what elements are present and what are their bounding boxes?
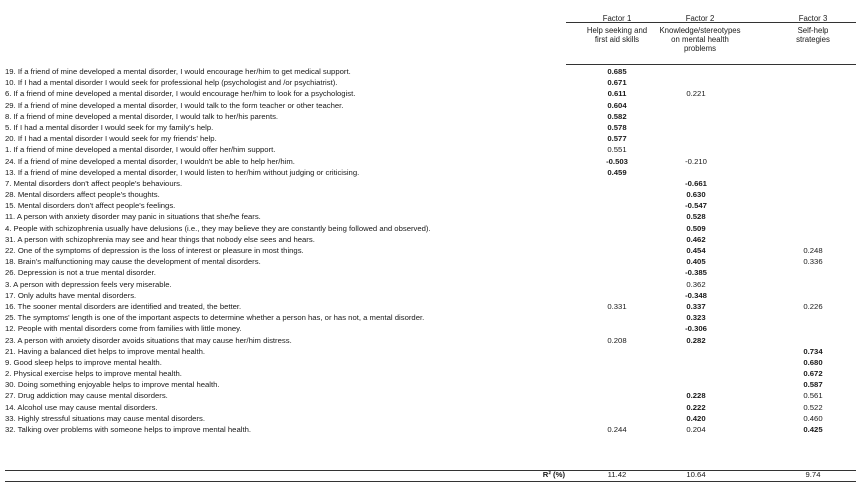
loading-factor-2: 0.204 [686, 425, 706, 434]
loading-factor-2: 0.454 [686, 246, 706, 255]
table-row [5, 234, 856, 245]
item-text: 1. If a friend of mine developed a mental disorder, I would offer her/him support. [5, 145, 276, 155]
item-text: 25. The symptoms' length is one of the important aspects to determine whether a person has, or has not, a mental disorder. [5, 313, 425, 323]
table-row [5, 100, 856, 111]
table-row [5, 256, 856, 267]
item-text: 13. If a friend of mine developed a mental disorder, I would listen to her/him without judging or criticising. [5, 167, 360, 177]
item-text: 20. If I had a mental disorder I would seek for my friends' help. [5, 134, 217, 144]
loading-factor-2: -0.547 [685, 201, 707, 211]
table-row [5, 279, 856, 290]
r2-row [5, 469, 856, 481]
loading-factor-1: 0.577 [607, 134, 627, 144]
table-row [5, 301, 856, 312]
factor-1-title: Factor 1 [602, 14, 632, 23]
header-bottom-rule [566, 64, 856, 65]
loading-factor-3: 0.672 [803, 369, 823, 379]
loading-factor-1: 0.244 [607, 425, 627, 434]
table-row [5, 424, 856, 435]
loading-factor-2: 0.509 [686, 223, 706, 233]
loading-factor-2: 0.528 [686, 212, 706, 222]
factor-2-desc-line-3: problems [683, 44, 717, 53]
table-row [5, 88, 856, 99]
table-row [5, 267, 856, 278]
loading-factor-2: -0.210 [685, 156, 707, 166]
loading-factor-3: 0.460 [803, 413, 823, 423]
loading-factor-2: 0.420 [686, 413, 706, 423]
loading-factor-1: 0.611 [607, 89, 627, 99]
item-text: 15. Mental disorders don't affect people's feelings. [5, 201, 176, 211]
table-row [5, 379, 856, 390]
item-text: 29. If a friend of mine developed a mental disorder, I would talk to the form teacher or other teacher. [5, 100, 344, 110]
table-row [5, 290, 856, 301]
table-row [5, 189, 856, 200]
loading-factor-3: 0.734 [803, 346, 823, 356]
item-text: 11. A person with anxiety disorder may panic in situations that she/he fears. [5, 212, 261, 222]
loading-factor-2: 0.222 [686, 402, 706, 412]
table-row [5, 122, 856, 133]
table-row [5, 223, 856, 234]
table-row [5, 346, 856, 357]
factor-2-desc-line-2: on mental health [671, 35, 729, 44]
loading-factor-2: 0.282 [686, 335, 706, 345]
item-text: 17. Only adults have mental disorders. [5, 290, 137, 300]
loading-factor-1: 0.671 [607, 78, 627, 88]
r2-factor-2: 10.64 [686, 470, 706, 479]
item-text: 4. People with schizophrenia usually have delusions (i.e., they may believe they are constantly being followed and observed). [5, 223, 431, 233]
factor-2-desc-line-1: Knowledge/stereotypes [659, 26, 741, 35]
table-row [5, 144, 856, 155]
item-text: 18. Brain's malfunctioning may cause the development of mental disorders. [5, 257, 261, 267]
table-row [5, 357, 856, 368]
loading-factor-2: 0.221 [686, 89, 706, 99]
loading-factor-3: 0.226 [803, 301, 823, 311]
item-text: 3. A person with depression feels very miserable. [5, 279, 172, 289]
loading-factor-1: -0.503 [606, 156, 628, 166]
loading-factor-3: 0.425 [803, 425, 823, 434]
item-text: 9. Good sleep helps to improve mental health. [5, 357, 162, 367]
loading-factor-1: 0.685 [607, 67, 627, 76]
r2-label: R² (%) [542, 470, 565, 479]
loading-factor-2: -0.348 [685, 290, 707, 300]
loading-factor-3: 0.587 [803, 380, 823, 390]
item-text: 12. People with mental disorders come from families with little money. [5, 324, 242, 334]
table-row [5, 178, 856, 189]
table-body [5, 66, 856, 435]
loading-factor-2: 0.362 [686, 279, 706, 289]
table-row [5, 167, 856, 178]
loading-factor-3: 0.561 [803, 391, 823, 401]
factor-2-header [653, 14, 747, 53]
item-text: 10. If I had a mental disorder I would seek for professional help (psychologist and /or psychiatrist). [5, 78, 338, 88]
factor-3-header [777, 14, 849, 44]
r2-factor-1: 11.42 [607, 470, 627, 479]
table-row [5, 413, 856, 424]
item-text: 22. One of the symptoms of depression is the loss of interest or pleasure in most things. [5, 246, 304, 255]
factor-2-title: Factor 2 [685, 14, 715, 23]
loading-factor-2: -0.385 [685, 268, 707, 278]
item-text: 16. The sooner mental disorders are identified and treated, the better. [5, 301, 242, 311]
item-text: 14. Alcohol use may cause mental disorders. [5, 402, 158, 412]
table-row [5, 323, 856, 334]
factor-1-header [581, 14, 653, 44]
item-text: 5. If I had a mental disorder I would seek for my family's help. [5, 122, 214, 132]
item-text: 21. Having a balanced diet helps to improve mental health. [5, 346, 205, 356]
factor-1-desc-line-2: first aid skills [594, 35, 640, 44]
loading-factor-2: 0.630 [686, 190, 706, 200]
loading-factor-1: 0.582 [607, 111, 627, 121]
item-text: 26. Depression is not a true mental disorder. [5, 268, 156, 278]
table-row [5, 211, 856, 222]
table-row [5, 312, 856, 323]
table-row [5, 111, 856, 122]
loading-factor-2: 0.462 [686, 234, 706, 244]
loading-factor-3: 0.522 [803, 402, 823, 412]
item-text: 19. If a friend of mine developed a mental disorder, I would encourage her/him to get medical support. [5, 67, 351, 76]
loading-factor-1: 0.208 [607, 335, 627, 345]
item-text: 23. A person with anxiety disorder avoids situations that may cause her/him distress. [5, 335, 292, 345]
item-text: 6. If a friend of mine developed a mental disorder, I would encourage her/him to look for a psychologist. [5, 89, 356, 99]
loading-factor-2: 0.337 [686, 301, 706, 311]
item-text: 33. Highly stressful situations may cause mental disorders. [5, 413, 205, 423]
table-row [5, 156, 856, 167]
loading-factor-2: 0.405 [686, 257, 706, 267]
item-text: 31. A person with schizophrenia may see and hear things that nobody else sees and hears. [5, 234, 315, 244]
factor-3-desc-line-2: strategies [796, 35, 830, 44]
loading-factor-2: 0.323 [686, 313, 706, 323]
table-row [5, 335, 856, 346]
loading-factor-1: 0.331 [607, 301, 627, 311]
loading-factor-3: 0.680 [803, 357, 823, 367]
loading-factor-1: 0.551 [607, 145, 627, 155]
loading-factor-2: -0.661 [685, 178, 707, 188]
table-row [5, 245, 856, 256]
item-text: 7. Mental disorders don't affect people's behaviours. [5, 178, 183, 188]
item-text: 27. Drug addiction may cause mental disorders. [5, 391, 168, 401]
loading-factor-3: 0.248 [803, 246, 823, 255]
table-row [5, 390, 856, 401]
item-text: 28. Mental disorders affect people's thoughts. [5, 190, 160, 200]
factor-3-desc-line-1: Self-help [797, 26, 829, 35]
table-row [5, 402, 856, 413]
item-text: 30. Doing something enjoyable helps to improve mental health. [5, 380, 220, 390]
loading-factor-2: -0.306 [685, 324, 707, 334]
loading-factor-3: 0.336 [803, 257, 823, 267]
item-text: 8. If a friend of mine developed a mental disorder, I would talk to her/his parents. [5, 111, 279, 121]
factor-3-title: Factor 3 [798, 14, 828, 23]
item-text: 32. Talking over problems with someone helps to improve mental health. [5, 425, 251, 434]
item-text: 24. If a friend of mine developed a mental disorder, I wouldn't be able to help her/him. [5, 156, 295, 166]
table-row [5, 133, 856, 144]
loading-factor-1: 0.578 [607, 122, 627, 132]
loading-factor-1: 0.459 [607, 167, 627, 177]
table-row [5, 200, 856, 211]
table-row [5, 77, 856, 88]
loading-factor-2: 0.228 [686, 391, 706, 401]
factor-1-desc-line-1: Help seeking and [586, 26, 648, 35]
r2-factor-3: 9.74 [805, 470, 821, 479]
table-row [5, 66, 856, 77]
loading-factor-1: 0.604 [607, 100, 627, 110]
table-row [5, 368, 856, 379]
item-text: 2. Physical exercise helps to improve mental health. [5, 369, 182, 379]
